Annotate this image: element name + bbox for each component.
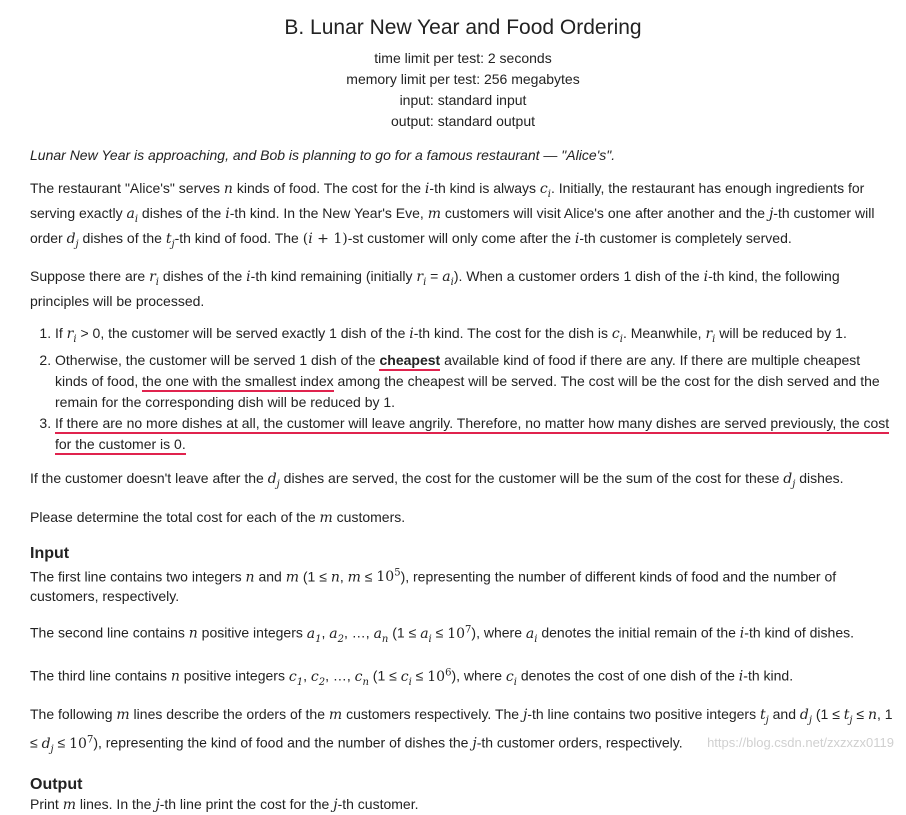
problem-header <box>30 14 896 132</box>
rule-item: 2. Otherwise, the customer will be served 1 dish of the cheapest available kind of food if there are any. If there are multiple cheapest kinds of food, the one with the smallest index among the cheapest will be served. The cost will be the cost for the dish served and the remain for the corresponding dish will be reduced by 1. <box>55 350 896 413</box>
input-line-4: The following m lines describe the orders of the m customers respectively. The j-th line contains two positive integers $t_j$ and $d_j$ ($1 \le t_j \le n$, $1 \le d_j \le 10^7$), representing the kind of food and the number of dishes the j-th customer orders, respectively. <box>30 706 893 755</box>
watermark: https://blog.csdn.net/zxzxzx0119 <box>707 735 894 750</box>
input-file: input: standard input <box>399 92 527 108</box>
problem-statement <box>30 14 896 815</box>
highlight-underline: cheapest <box>379 352 440 371</box>
output-section-title: Output <box>30 775 83 793</box>
paragraph-cost-sum: If the customer doesn't leave after the $d_j$ dishes are served, the cost for the customer will be the sum of the cost for these $d_j$ dishes. <box>30 469 844 490</box>
legend-intro: Lunar New Year is approaching, and Bob is planning to go for a famous restaurant — "Alice's". <box>30 147 616 163</box>
paragraph-remaining: Suppose there are $r_i$ dishes of the i-th kind remaining (initially $r_i = a_i$). When a customer orders 1 dish of the i-th kind, the following principles will be processed. <box>30 268 840 310</box>
highlight-underline: the one with the smallest index <box>142 373 333 392</box>
input-line-1: The first line contains two integers n and m (1 ≤ n, $m \le 10^5$), representing the number of different kinds of food and the number of customers, respectively. <box>30 567 837 605</box>
time-limit: time limit per test: 2 seconds <box>374 50 552 66</box>
highlight-underline: If there are no more dishes at all, the customer will leave angrily. Therefore, no matter how many dishes are served previously, the cost for the customer is 0. <box>55 415 889 455</box>
output-line-1: Print m lines. In the j-th line print the cost for the j-th customer. <box>30 795 419 813</box>
rule-item: 1. If $r_i > 0$, the customer will be served exactly 1 dish of the i-th kind. The cost for the dish is $c_i$. Meanwhile, $r_i$ will be reduced by 1. <box>55 323 896 350</box>
memory-limit: memory limit per test: 256 megabytes <box>346 71 580 87</box>
output-file: output: standard output <box>391 113 535 129</box>
paragraph-determine: Please determine the total cost for each of the m customers. <box>30 508 406 526</box>
problem-title: B. Lunar New Year and Food Ordering <box>284 16 642 39</box>
input-line-3: The third line contains n positive integers $c_1$, $c_2$, …, $c_n$ $(1 \le c_i \le 10^6)$, where $c_i$ denotes the cost of one dish of the i-th kind. <box>30 666 794 688</box>
input-section-title: Input <box>30 544 70 562</box>
paragraph-restaurant: The restaurant "Alice's" serves n kinds of food. The cost for the i-th kind is always $c_i$. Initially, the restaurant has enough ingredients for serving exactly $a_i$ dishes of the i-th kind. In the New Year's Eve, m customers will visit Alice's one after another and the j-th customer will order $d_j$ dishes of the $t_j-th$ kind of food. The (i + 1)-st customer will only come after the i-th customer is completely served. <box>30 180 875 250</box>
rule-item <box>55 413 896 455</box>
rules-list <box>30 323 896 455</box>
input-line-2: The second line contains n positive integers $a_1$, $a_2$, …, $a_n$ $(1 \le a_i \le 10^7)$, where $a_i$ denotes the initial remain of the i-th kind of dishes. <box>30 624 855 645</box>
